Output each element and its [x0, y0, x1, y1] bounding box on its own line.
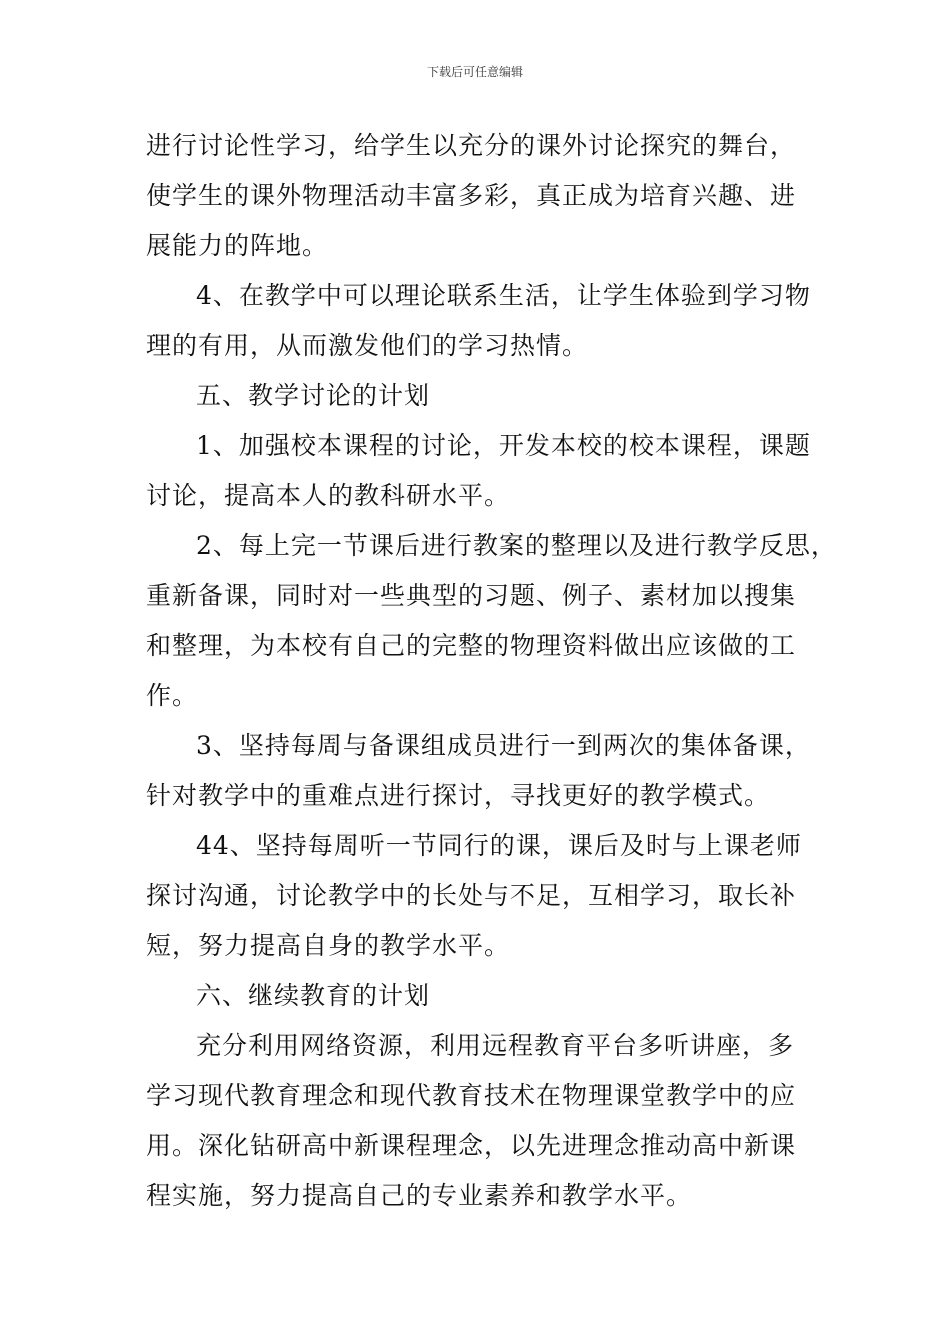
text-line: 和整理，为本校有自己的完整的物理资料做出应该做的工 [146, 631, 797, 660]
text-line: 短，努力提高自身的教学水平。 [146, 931, 511, 960]
text-line: 针对教学中的重难点进行探讨，寻找更好的教学模式。 [146, 781, 771, 810]
document-body [146, 121, 837, 1221]
text-line: 1、加强校本课程的讨论，开发本校的校本课程，课题 [196, 431, 811, 460]
text-line: 理的有用，从而激发他们的学习热情。 [146, 331, 589, 360]
text-line: 使学生的课外物理活动丰富多彩，真正成为培育兴趣、进 [146, 181, 797, 210]
text-line: 展能力的阵地。 [146, 231, 329, 260]
text-line: 讨论，提高本人的教科研水平。 [146, 481, 511, 510]
text-line: 进行讨论性学习，给学生以充分的课外讨论探究的舞台， [146, 131, 797, 160]
section-heading: 六、继续教育的计划 [196, 981, 431, 1010]
text-line: 作。 [146, 681, 199, 710]
text-line: 重新备课，同时对一些典型的习题、例子、素材加以搜集 [146, 581, 797, 610]
text-line: 探讨沟通，讨论教学中的长处与不足，互相学习，取长补 [146, 881, 797, 910]
text-line: 4、在教学中可以理论联系生活，让学生体验到学习物 [196, 281, 811, 310]
text-line: 3、坚持每周与备课组成员进行一到两次的集体备课， [196, 731, 811, 760]
text-line: 2、每上完一节课后进行教案的整理以及进行教学反思， [196, 531, 837, 560]
text-line: 程实施，努力提高自己的专业素养和教学水平。 [146, 1181, 693, 1210]
page-header: 下载后可任意编辑 [426, 65, 523, 79]
text-line: 用。深化钻研高中新课程理念，以先进理念推动高中新课 [146, 1131, 797, 1160]
text-line: 充分利用网络资源，利用远程教育平台多听讲座，多 [196, 1031, 795, 1060]
section-heading: 五、教学讨论的计划 [196, 381, 431, 410]
text-line: 44、坚持每周听一节同行的课，课后及时与上课老师 [196, 831, 802, 860]
text-line: 学习现代教育理念和现代教育技术在物理课堂教学中的应 [146, 1081, 797, 1110]
